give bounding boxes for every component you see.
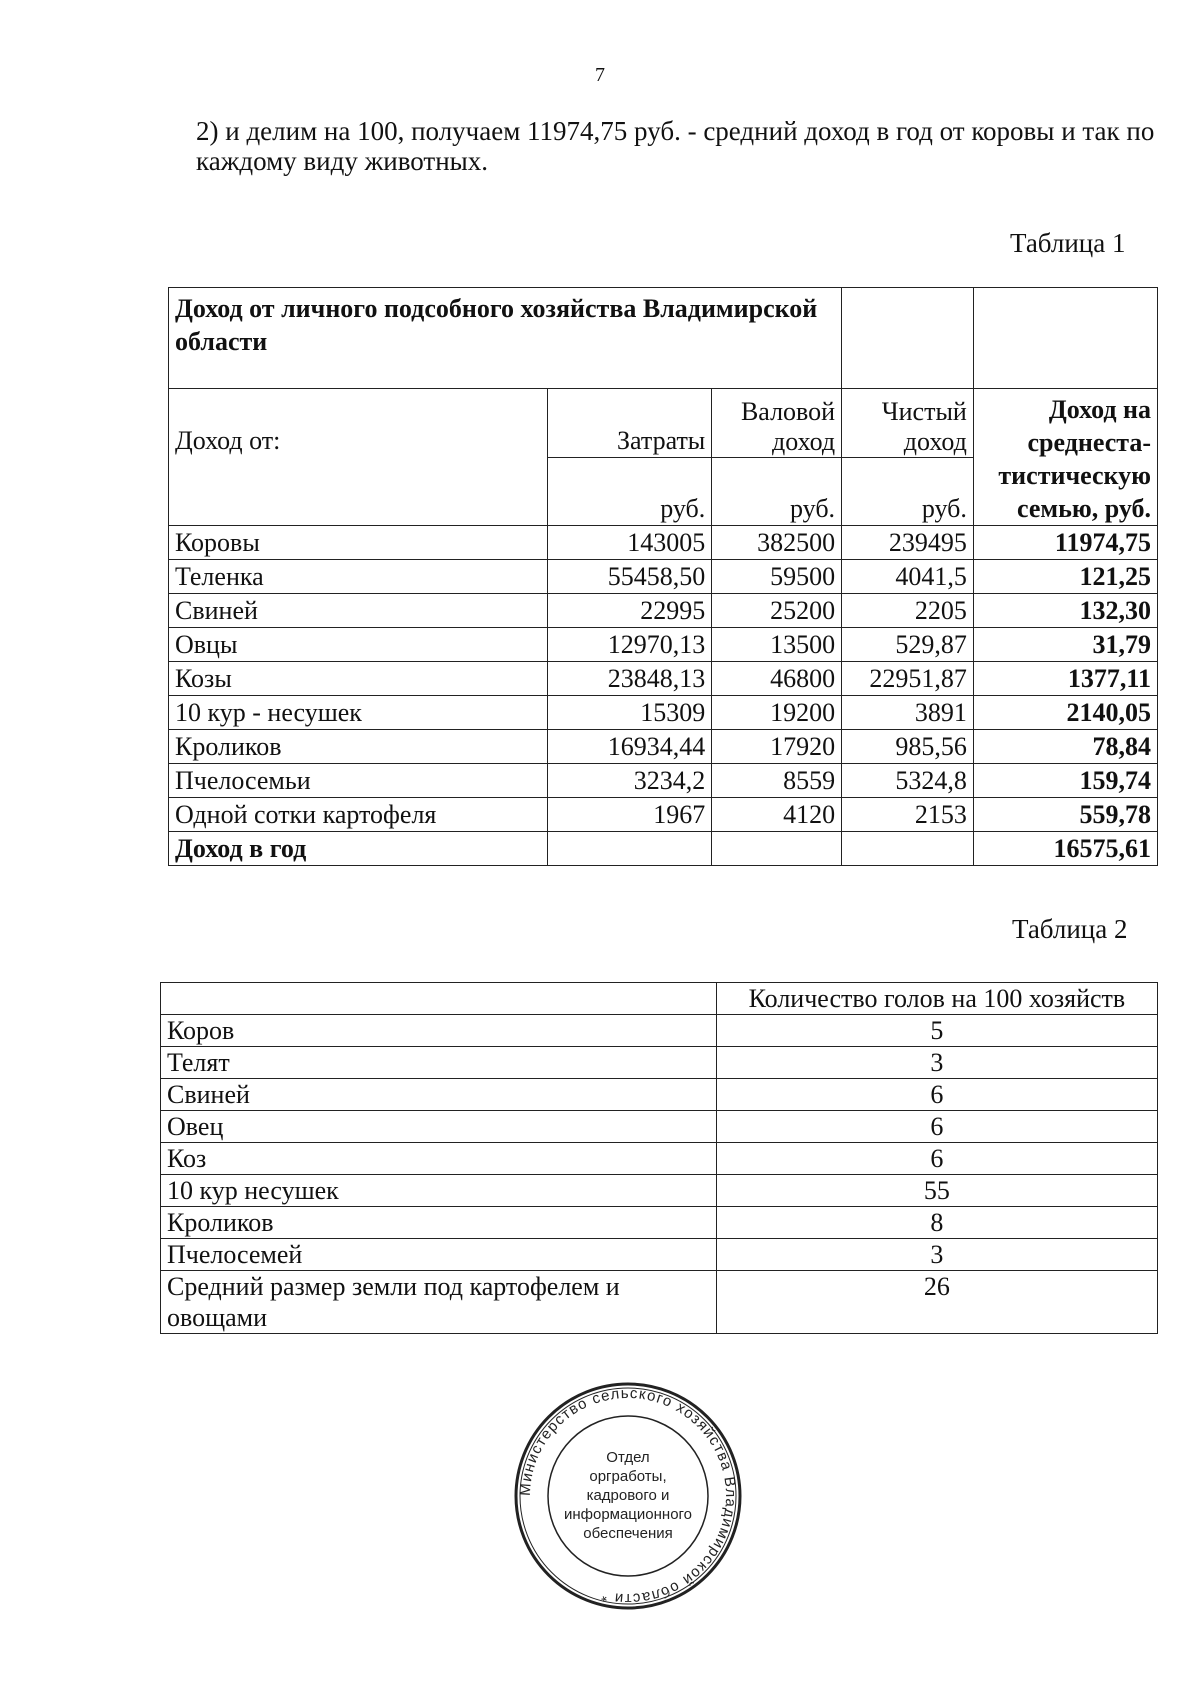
table-row (169, 730, 1158, 764)
unit-label: руб. (842, 457, 974, 526)
livestock-table (160, 982, 1158, 1334)
row-label: Теленка (169, 560, 548, 594)
table1-caption: Таблица 1 (1010, 228, 1126, 258)
table-row (169, 594, 1158, 628)
costs-cell: 12970,13 (548, 628, 712, 662)
value-cell: 5 (716, 1015, 1157, 1047)
table-row (161, 1207, 1158, 1239)
row-label: Овец (161, 1111, 717, 1143)
family-income-cell: 159,74 (973, 764, 1157, 798)
table-cell (712, 832, 842, 866)
table-cell (842, 288, 974, 389)
family-income-cell: 132,30 (973, 594, 1157, 628)
value-cell: 6 (716, 1143, 1157, 1175)
table-row (161, 1239, 1158, 1271)
header-income-from: Доход от: (169, 389, 548, 458)
row-label: Свиней (169, 594, 548, 628)
unit-label: руб. (548, 457, 712, 526)
total-label: Доход в год (169, 832, 548, 866)
header-gross: Валовой доход (712, 389, 842, 458)
family-income-cell: 11974,75 (973, 526, 1157, 560)
table-row (169, 764, 1158, 798)
header-net: Чистый доход (842, 389, 974, 458)
table1-title: Доход от личного подсобного хозяйства Владимирской области (169, 288, 842, 389)
table-cell (842, 832, 974, 866)
net-cell: 4041,5 (842, 560, 974, 594)
table-row (169, 696, 1158, 730)
row-label: Кроликов (161, 1207, 717, 1239)
value-cell: 6 (716, 1079, 1157, 1111)
stamp-line: кадрового и (586, 1487, 670, 1504)
value-cell: 55 (716, 1175, 1157, 1207)
table2-caption: Таблица 2 (1012, 914, 1128, 944)
stamp-center-text (552, 1448, 704, 1543)
table-row (169, 798, 1158, 832)
unit-label: руб. (712, 457, 842, 526)
value-cell: 3 (716, 1239, 1157, 1271)
row-label: Кроликов (169, 730, 548, 764)
row-label: 10 кур несушек (161, 1175, 717, 1207)
costs-cell: 22995 (548, 594, 712, 628)
row-label: Пчелосемьи (169, 764, 548, 798)
net-cell: 2205 (842, 594, 974, 628)
row-label: Средний размер земли под картофелем и овощами (161, 1271, 717, 1334)
row-label: Пчелосемей (161, 1239, 717, 1271)
costs-cell: 55458,50 (548, 560, 712, 594)
row-label: 10 кур - несушек (169, 696, 548, 730)
table-row (161, 1175, 1158, 1207)
costs-cell: 1967 (548, 798, 712, 832)
gross-cell: 13500 (712, 628, 842, 662)
costs-cell: 143005 (548, 526, 712, 560)
row-label: Свиней (161, 1079, 717, 1111)
row-label: Коз (161, 1143, 717, 1175)
table-row (161, 1143, 1158, 1175)
gross-cell: 59500 (712, 560, 842, 594)
family-income-cell: 2140,05 (973, 696, 1157, 730)
gross-cell: 382500 (712, 526, 842, 560)
family-income-cell: 78,84 (973, 730, 1157, 764)
table-row (161, 1271, 1158, 1334)
stamp-line: информационного (563, 1506, 693, 1523)
gross-cell: 19200 (712, 696, 842, 730)
intro-paragraph: 2) и делим на 100, получаем 11974,75 руб. - средний доход в год от коровы и так по каждому виду животных. (196, 116, 1155, 176)
table-cell (548, 832, 712, 866)
costs-cell: 3234,2 (548, 764, 712, 798)
costs-cell: 16934,44 (548, 730, 712, 764)
value-cell: 6 (716, 1111, 1157, 1143)
header-heads-per-100: Количество голов на 100 хозяйств (716, 983, 1157, 1015)
gross-cell: 25200 (712, 594, 842, 628)
table1-title-row (169, 288, 1158, 389)
gross-cell: 46800 (712, 662, 842, 696)
value-cell: 8 (716, 1207, 1157, 1239)
table-row (161, 1015, 1158, 1047)
net-cell: 2153 (842, 798, 974, 832)
header-costs: Затраты (548, 389, 712, 458)
costs-cell: 23848,13 (548, 662, 712, 696)
net-cell: 529,87 (842, 628, 974, 662)
table-cell (161, 983, 717, 1015)
row-label: Коровы (169, 526, 548, 560)
total-row (169, 832, 1158, 866)
table-cell (169, 457, 548, 526)
stamp-ring-text: Министерство сельского хозяйства Владимирской области * (516, 1384, 740, 1608)
value-cell: 26 (716, 1271, 1157, 1334)
gross-cell: 8559 (712, 764, 842, 798)
income-table (168, 287, 1158, 866)
gross-cell: 4120 (712, 798, 842, 832)
header-family-income: Доход на среднеста-тистическую семью, руб. (973, 389, 1157, 526)
family-income-cell: 121,25 (973, 560, 1157, 594)
row-label: Козы (169, 662, 548, 696)
net-cell: 22951,87 (842, 662, 974, 696)
row-label: Одной сотки картофеля (169, 798, 548, 832)
row-label: Коров (161, 1015, 717, 1047)
table2-header-row (161, 983, 1158, 1015)
row-label: Овцы (169, 628, 548, 662)
total-value: 16575,61 (973, 832, 1157, 866)
page-number: 7 (595, 64, 605, 86)
costs-cell: 15309 (548, 696, 712, 730)
table-row (161, 1111, 1158, 1143)
net-cell: 239495 (842, 526, 974, 560)
net-cell: 5324,8 (842, 764, 974, 798)
table-cell (973, 288, 1157, 389)
table-row (169, 628, 1158, 662)
table-row (161, 1079, 1158, 1111)
family-income-cell: 559,78 (973, 798, 1157, 832)
table1-header-row (169, 389, 1158, 458)
net-cell: 3891 (842, 696, 974, 730)
value-cell: 3 (716, 1047, 1157, 1079)
gross-cell: 17920 (712, 730, 842, 764)
table-row (169, 662, 1158, 696)
table-row (169, 526, 1158, 560)
official-stamp (512, 1380, 744, 1612)
net-cell: 985,56 (842, 730, 974, 764)
stamp-line: оргработы, (589, 1468, 667, 1485)
table-row (161, 1047, 1158, 1079)
table-row (169, 560, 1158, 594)
stamp-line: обеспечения (583, 1525, 673, 1542)
stamp-line: Отдел (606, 1449, 650, 1466)
family-income-cell: 1377,11 (973, 662, 1157, 696)
family-income-cell: 31,79 (973, 628, 1157, 662)
row-label: Телят (161, 1047, 717, 1079)
